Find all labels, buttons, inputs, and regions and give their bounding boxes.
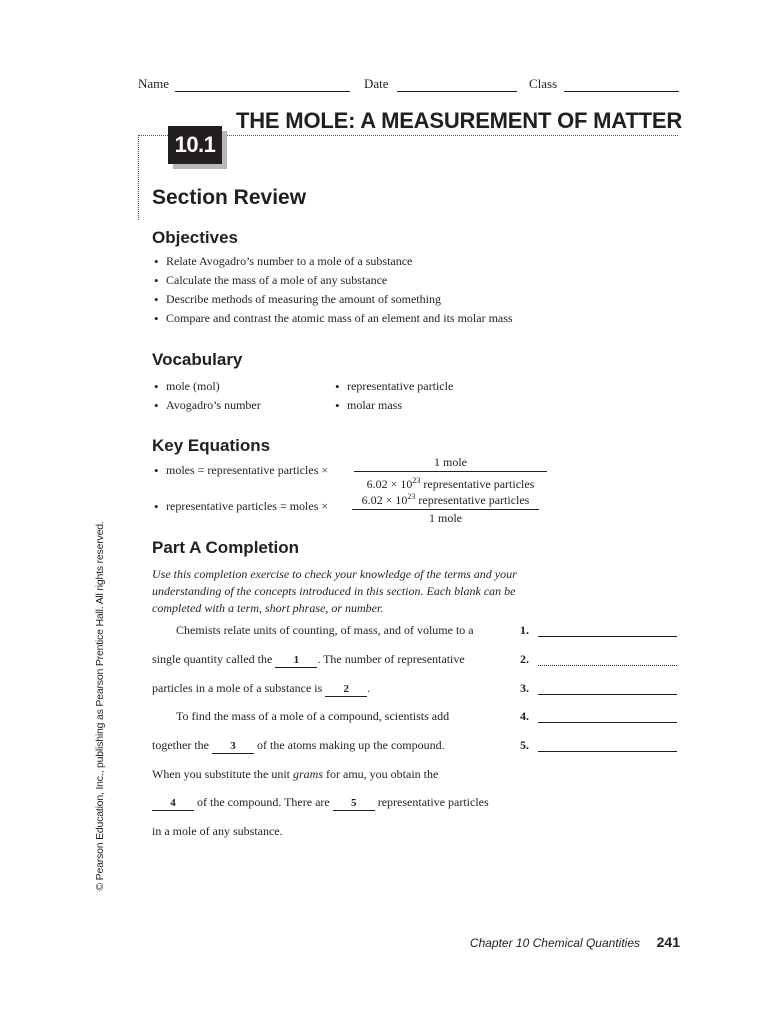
paragraph-line: To find the mass of a mole of a compound, scientists add <box>176 709 450 723</box>
paragraph-line: in a mole of any substance. <box>152 824 283 838</box>
equation-2-numerator: $6.02 \times 10^{23}$ representative particles <box>352 489 539 510</box>
paragraph-line: together the 3 of the atoms making up the compound. <box>152 738 445 752</box>
answer-field-2[interactable] <box>538 665 677 666</box>
vocabulary-list-col2 <box>333 377 533 415</box>
objectives-list <box>152 252 672 328</box>
name-field[interactable] <box>175 91 350 92</box>
list-item: • Calculate the mass of a mole of any substance <box>152 271 672 290</box>
answer-field-1[interactable] <box>538 636 677 637</box>
section-review-title: Section Review <box>152 186 307 209</box>
equation-2-lhs <box>152 497 372 516</box>
answer-number-2: 2. <box>520 652 529 666</box>
equation-1-fraction <box>354 455 547 492</box>
paragraph-line: particles in a mole of a substance is 2 . <box>152 681 371 695</box>
vocabulary-list-col1 <box>152 377 322 415</box>
paragraph-line: 4 of the compound. There are 5 representative particles <box>152 795 489 811</box>
list-item: • representative particles = moles × <box>152 497 372 516</box>
list-item: • Compare and contrast the atomic mass of an element and its molar mass <box>152 309 672 328</box>
answer-field-4[interactable] <box>538 722 677 723</box>
list-item: • mole (mol) <box>152 377 322 396</box>
key-equations-heading: Key Equations <box>152 436 271 455</box>
equation-2-denominator: 1 mole <box>429 511 462 525</box>
list-item: • Describe methods of measuring the amount of something <box>152 290 672 309</box>
list-item: • moles = representative particles × <box>152 461 372 480</box>
equation-1-denominator: $6.02 \times 10^{23}$ representative particles <box>366 476 535 491</box>
footer-chapter: Chapter 10 Chemical Quantities <box>469 936 640 950</box>
answer-number-5: 5. <box>520 738 529 752</box>
answer-number-1: 1. <box>520 623 529 637</box>
class-field[interactable] <box>564 91 679 92</box>
vocabulary-heading: Vocabulary <box>152 350 243 369</box>
blank-1: 1 <box>275 654 317 668</box>
list-item: • Avogadro’s number <box>152 396 322 415</box>
name-label: Name <box>138 76 170 91</box>
part-a-heading: Part A Completion <box>152 538 300 557</box>
blank-3: 3 <box>212 740 254 754</box>
answer-field-3[interactable] <box>538 694 677 695</box>
date-field[interactable] <box>397 91 517 92</box>
answer-number-4: 4. <box>520 709 529 723</box>
part-a-instructions: Use this completion exercise to check your knowledge of the terms and your understanding of the concepts introduced in this section. Each blank can be completed with a term, short phrase, or number. <box>152 567 517 615</box>
page-number: 241 <box>656 934 680 950</box>
answer-field-5[interactable] <box>538 751 677 752</box>
date-label: Date <box>364 76 389 91</box>
objectives-heading: Objectives <box>152 228 238 247</box>
list-item: • representative particle <box>333 377 533 396</box>
blank-2: 2 <box>325 683 367 697</box>
section-divider-vertical <box>138 135 139 220</box>
answer-number-3: 3. <box>520 681 529 695</box>
equation-1-numerator: 1 mole <box>354 455 547 472</box>
paragraph-line: single quantity called the 1 . The number of representative <box>152 652 465 666</box>
paragraph-line: When you substitute the unit grams for amu, you obtain the <box>152 767 439 781</box>
list-item: • molar mass <box>333 396 533 415</box>
equation-1-lhs <box>152 461 372 480</box>
section-number-badge: 10.1 <box>168 126 222 164</box>
blank-4: 4 <box>152 797 194 811</box>
paragraph-line: Chemists relate units of counting, of mass, and of volume to a <box>176 623 474 637</box>
list-item: • Relate Avogadro’s number to a mole of a substance <box>152 252 672 271</box>
class-label: Class <box>529 76 558 91</box>
chapter-title: THE MOLE: A MEASUREMENT OF MATTER <box>236 108 683 133</box>
equation-2-fraction <box>352 489 539 526</box>
blank-5: 5 <box>333 797 375 811</box>
